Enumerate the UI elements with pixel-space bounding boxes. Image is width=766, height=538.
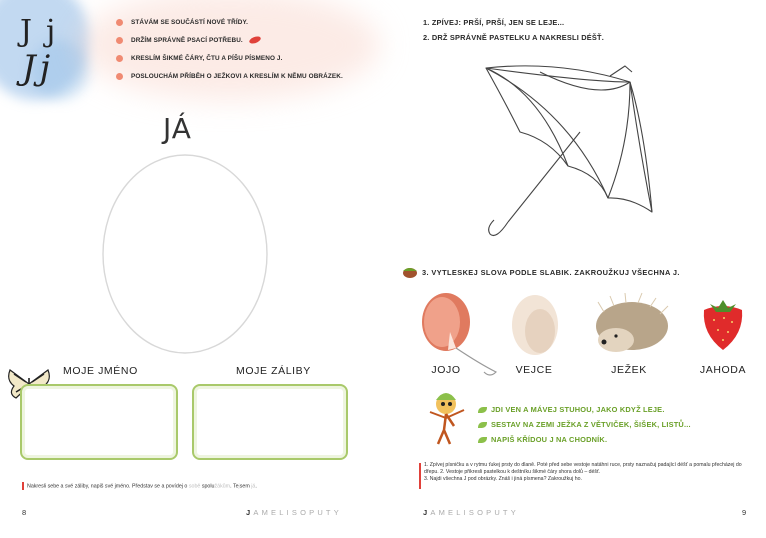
letter-uppercase: J xyxy=(20,14,33,49)
page-number: 8 xyxy=(22,508,27,517)
name-writing-box[interactable] xyxy=(20,384,178,460)
leaf-bullet-icon xyxy=(478,407,487,413)
bullet-icon xyxy=(116,55,123,62)
self-portrait-frame[interactable] xyxy=(100,152,270,357)
box-hobby-label: MOJE ZÁLIBY xyxy=(236,365,311,377)
word-label: JOJO xyxy=(431,364,461,376)
goal-item: POSLOUCHÁM PŘÍBĚH O JEŽKOVI A KRESLÍM K NĚMU OBRÁZEK. xyxy=(116,67,376,85)
word-label: JAHODA xyxy=(699,364,747,376)
page-number: 9 xyxy=(742,508,747,517)
outdoor-task-item: JDI VEN A MÁVEJ STUHOU, JAKO KDYŽ LEJE. xyxy=(478,402,691,417)
leaf-bullet-icon xyxy=(478,437,487,443)
outdoor-task-item: NAPIŠ KŘÍDOU J NA CHODNÍK. xyxy=(478,432,691,447)
egg-image[interactable] xyxy=(510,293,560,357)
teacher-note-2: 3. Najdi všechna J pod obrázky. Znáš i jiná písmena? Zakroužkuj ho. xyxy=(424,476,582,482)
teacher-note: Nakresli sebe a své záliby, napiš své jméno. Představ se a povídej o sobě spolužákům. Tejsem já. xyxy=(22,482,257,490)
teacher-notes xyxy=(424,462,754,483)
strawberry-image[interactable] xyxy=(698,294,748,352)
note-marker xyxy=(22,482,24,490)
instruction-1: 1. ZPÍVEJ: PRŠÍ, PRŠÍ, JEN SE LEJE... xyxy=(423,18,565,27)
footer-brand: JAMELISOPUTY xyxy=(246,508,342,517)
letter-lowercase: j xyxy=(46,14,56,49)
umbrella-drawing[interactable] xyxy=(480,62,660,247)
eraser-icon xyxy=(248,36,262,44)
word-label: JEŽEK xyxy=(611,364,647,376)
teacher-note-1: 1. Zpívej písničku a v rytmu ťukej prsty do dlaně. Poté před sebe vestoje natáhni ruce, prsty naznačuj padající déšť a pomalu přecházej do dřepu. 2. Vestoje přikresli pastelkou k deštníku šikmé čáry shora dolů – déšť. xyxy=(424,462,742,475)
chestnut-icon xyxy=(401,265,419,279)
bullet-icon xyxy=(116,73,123,80)
footer-brand: JAMELISOPUTY xyxy=(423,508,519,517)
page-title: JÁ xyxy=(163,112,192,145)
instruction-3: 3. VYTLESKEJ SLOVA PODLE SLABIK. ZAKROUŽKUJ VŠECHNA J. xyxy=(422,268,680,277)
box-name-label: MOJE JMÉNO xyxy=(63,365,138,377)
instruction-2: 2. DRŽ SPRÁVNĚ PASTELKU A NAKRESLI DÉŠŤ. xyxy=(423,33,605,42)
bullet-icon xyxy=(116,37,123,44)
hedgehog-image[interactable] xyxy=(590,292,672,356)
bullet-icon xyxy=(116,19,123,26)
hobby-drawing-box[interactable] xyxy=(192,384,348,460)
goal-item: DRŽÍM SPRÁVNĚ PSACÍ POTŘEBU. xyxy=(116,31,376,49)
word-label: VEJCE xyxy=(515,364,553,376)
goal-item: STÁVÁM SE SOUČÁSTÍ NOVÉ TŘÍDY. xyxy=(116,13,376,31)
outdoor-tasks-list xyxy=(478,402,691,447)
letter-script: Jj xyxy=(22,48,55,88)
goal-item: KRESLÍM ŠIKMÉ ČÁRY, ČTU A PÍŠU PÍSMENO J. xyxy=(116,49,376,67)
lesson-goals-list xyxy=(116,13,376,85)
outdoor-task-item: SESTAV NA ZEMI JEŽKA Z VĚTVIČEK, ŠIŠEK, LISTŮ... xyxy=(478,417,691,432)
note-marker xyxy=(419,463,421,489)
mascot-character xyxy=(424,390,476,448)
leaf-bullet-icon xyxy=(478,422,487,428)
